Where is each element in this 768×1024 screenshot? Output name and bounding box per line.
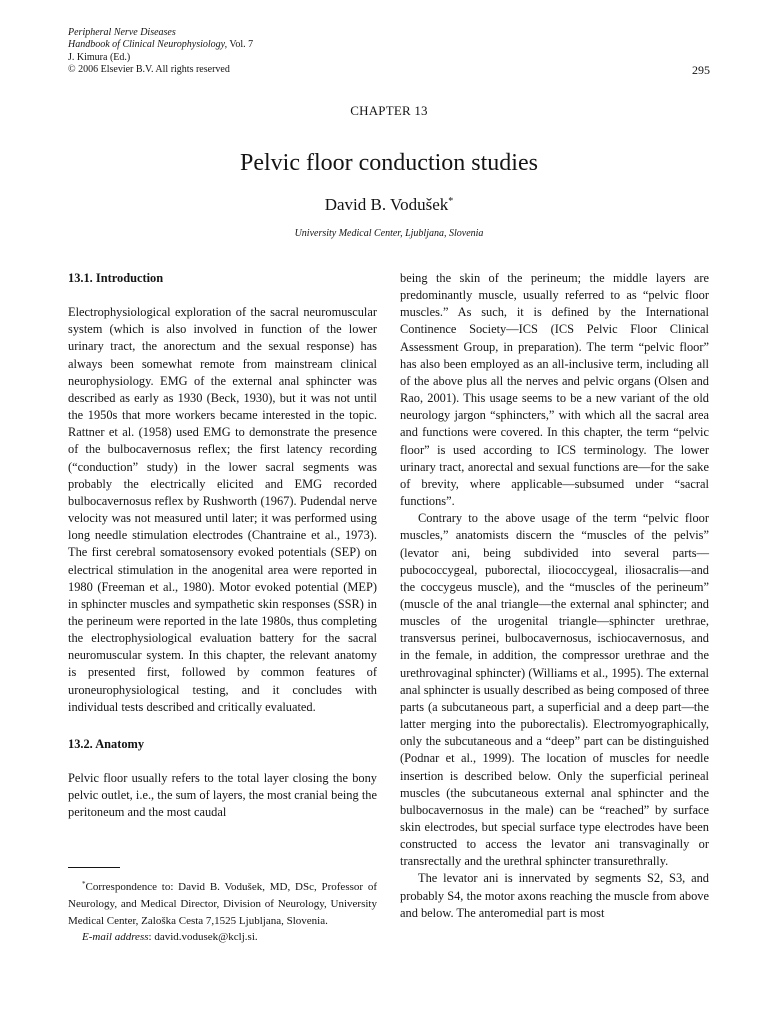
anatomy-paragraph-2: Contrary to the above usage of the term “pelvic floor muscles,” anatomists discern the “muscles of the pelvis” (levator ani, being subdivided into several parts—pubococcygeal, puborectal, iliococcygeal, iliosacralis—and the coccygeus muscle), and the “muscles of the perineum” (muscle of the anal triangle—the external anal sphincter; and muscles of the urogenital triangle—sphincter urethrae, transversus perinei, bulbocavernosus, ischiocavernosus, and in the female, in addition, the compressor urethrae and the urethrovaginal sphincter) (Williams et al., 1995). The external anal sphincter is usually described as being composed of three parts (a subcutaneous part, a superficial and a deep part—the latter merging into the puborectalis). Electromyographically, only the subcutaneous and a “deep” part can be distinguished (Podnar et al., 1999). The location of muscles for needle insertion is described below. Only the superficial perineal muscles (the subcutaneous external anal sphincter and the bulbocavernosus in the male) can be “reached” by surface skin electrodes, but special surface type electrodes have been constructed to access the levator ani transvaginally or transrectally and the urethral sphincter transurethrally. <box>400 511 709 869</box>
correspondence-text: Correspondence to: David B. Vodušek, MD, DSc, Professor of Neurology, and Medical Director, Division of Neurology, University Medical Center, Zaloška Cesta 7,1525 Ljubljana, Slovenia. <box>68 881 377 927</box>
intro-paragraph: Electrophysiological exploration of the sacral neuromuscular system (which is also involved in function of the lower urinary tract, the anorectum and the sexual response) has always been somewhat remote from mainstream clinical neurophysiology. EMG of the external anal sphincter was described as early as 1930 (Beck, 1930), but it was not until the 1950s that more workers became interested in the topic. Rattner et al. (1958) used EMG to demonstrate the presence of the bulbocavernosus reflex; the first latency recording (“conduction” study) in the lower sacral segments was probably the electrically elicited and EMG recorded bulbocavernosus reflex by Rushworth (1967). Pudendal nerve velocity was not measured until later; it was performed using long needle stimulation electrodes (Chantraine et al., 1973). The first cerebral somatosensory evoked potentials (SEP) on electrical stimulation in the anogenital area were reported in 1980 (Freeman et al., 1980). Motor evoked potential (MEP) in sphincter muscles and sympathetic skin responses (SSR) in the perineum were reported in the late 1980s, thus completing the electrophysiological evaluation battery for the sacral neuromuscular system. In this chapter, the relevant anatomy is presented first, followed by common features of uroneurophysiological testing, and it concludes with individual tests described and critically evaluated. <box>68 305 377 714</box>
intro-heading: 13.1. Introduction <box>68 271 164 285</box>
editor: J. Kimura (Ed.) <box>68 51 131 63</box>
anatomy-paragraph-start: Pelvic floor usually refers to the total layer closing the bony pelvic outlet, i.e., the sum of layers, the most cranial being the peritoneum and the most caudal <box>68 771 377 820</box>
page-number: 295 <box>692 63 710 77</box>
author-footnote-mark: * <box>448 196 454 207</box>
footnote-rule <box>68 867 120 868</box>
series-title: Peripheral Nerve Diseases <box>68 27 176 38</box>
email-label: E-mail address <box>82 931 149 944</box>
email-address: : david.vodusek@kclj.si. <box>148 931 258 944</box>
chapter-label: CHAPTER 13 <box>350 103 428 118</box>
chapter-title: Pelvic floor conduction studies <box>240 150 538 176</box>
footnote-mark: * <box>82 880 86 888</box>
left-column <box>68 270 377 822</box>
anatomy-paragraph-continued: being the skin of the perineum; the middle layers are predominantly muscle, usually referred to as “pelvic floor muscles.” As such, it is defined by the International Continence Society—ICS (ICS Pelvic Floor Clinical Assessment Group, in preparation). The term “pelvic floor” has also been employed as an all-inclusive term, including all of the above plus all the nerves and pelvic organs (Olsen and Rao, 2001). This usage seems to be a new variant of the old neurology jargon “sphincters,” with which all the sacral area and functions were covered. In this chapter, the term “pelvic floor” is used according to ICS terminology. The lower urinary tract, anorectal and sexual functions are—for the sake of brevity, where applicable—subsumed under “sacral functions”. <box>400 271 709 509</box>
author <box>0 195 768 215</box>
anatomy-heading: 13.2. Anatomy <box>68 736 145 751</box>
author-name: David B. Vodušek <box>324 195 449 214</box>
footnote <box>68 876 377 946</box>
volume: Vol. 7 <box>229 39 254 51</box>
anatomy-paragraph-3: The levator ani is innervated by segments S2, S3, and probably S4, the motor axons reaching the muscle from above and below. The anteromedial part is most <box>400 871 709 920</box>
handbook-title: Handbook of Clinical Neurophysiology, <box>68 39 228 51</box>
publication-info <box>68 27 253 77</box>
copyright: © 2006 Elsevier B.V. All rights reserved <box>68 64 230 76</box>
affiliation: University Medical Center, Ljubljana, Slovenia <box>294 228 484 239</box>
right-column <box>400 270 709 922</box>
